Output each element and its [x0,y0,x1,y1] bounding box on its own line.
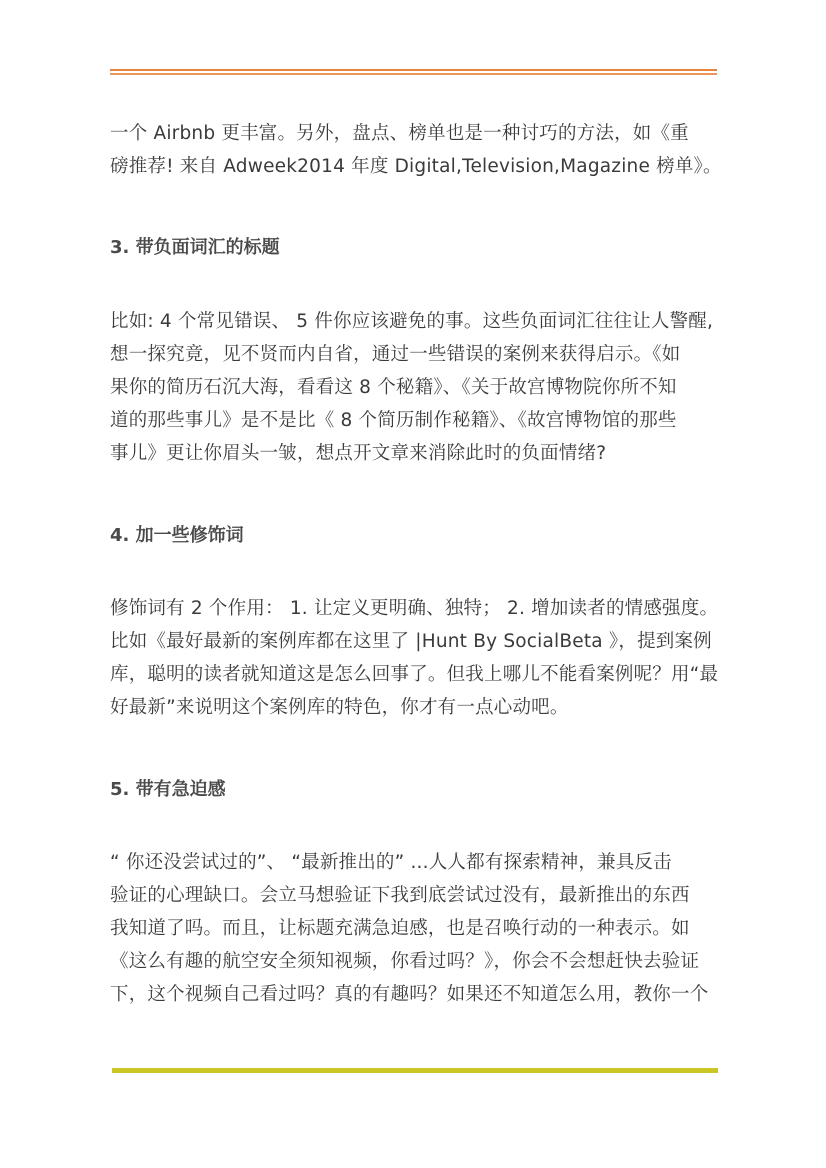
paragraph-line: 一个 Airbnb 更丰富。另外，盘点、榜单也是一种讨巧的方法，如《重 [110,123,689,144]
paragraph-line: “ 你还没尝试过的”、 “最新推出的” ...人人都有探索精神，兼具反击 [110,852,672,873]
paragraph-line: 库，聪明的读者就知道这是怎么回事了。但我上哪儿不能看案例呢？用“最 [110,664,719,685]
section-heading: 4. 加一些修饰词 [110,525,244,546]
paragraph-line: 磅推荐! 来自 Adweek2014 年度 Digital,Television,Magazine 榜单》。 [110,156,722,177]
paragraph-line: 我知道了吗。而且，让标题充满急迫感，也是召唤行动的一种表示。如 [110,918,690,939]
paragraph-line: 验证的心理缺口。会立马想验证下我到底尝试过没有，最新推出的东西 [110,885,690,906]
paragraph-line: 比如: 4 个常见错误、 5 件你应该避免的事。这些负面词汇往往让人警醒, [110,311,714,332]
paragraph-line: 好最新”来说明这个案例库的特色，你才有一点心动吧。 [110,697,569,718]
paragraph-line: 比如《最好最新的案例库都在这里了 |Hunt By SocialBeta 》，提到案例 [110,631,712,652]
header-rule-top [110,69,717,71]
header-rule-bottom [110,73,717,75]
paragraph-line: 道的那些事儿》是不是比《 8 个简历制作秘籍》、《故宫博物馆的那些 [110,410,677,431]
footer-rule [112,1068,718,1073]
paragraph-line: 想一探究竟，见不贤而内自省，通过一些错误的案例来获得启示。《如 [110,344,681,365]
section-heading: 5. 带有急迫感 [110,779,226,800]
paragraph-line: 《这么有趣的航空安全须知视频，你看过吗？》，你会不会想赶快去验证 [110,951,700,972]
paragraph-line: 果你的简历石沉大海，看看这 8 个秘籍》、《关于故宫博物院你所不知 [110,377,677,398]
paragraph-line: 修饰词有 2 个作用： 1. 让定义更明确、独特； 2. 增加读者的情感强度。 [110,598,719,619]
paragraph-line: 下，这个视频自己看过吗？真的有趣吗？如果还不知道怎么用，教你一个 [110,984,709,1005]
paragraph-line: 事儿》更让你眉头一皱，想点开文章来消除此时的负面情绪? [110,443,607,464]
section-heading: 3. 带负面词汇的标题 [110,237,280,258]
